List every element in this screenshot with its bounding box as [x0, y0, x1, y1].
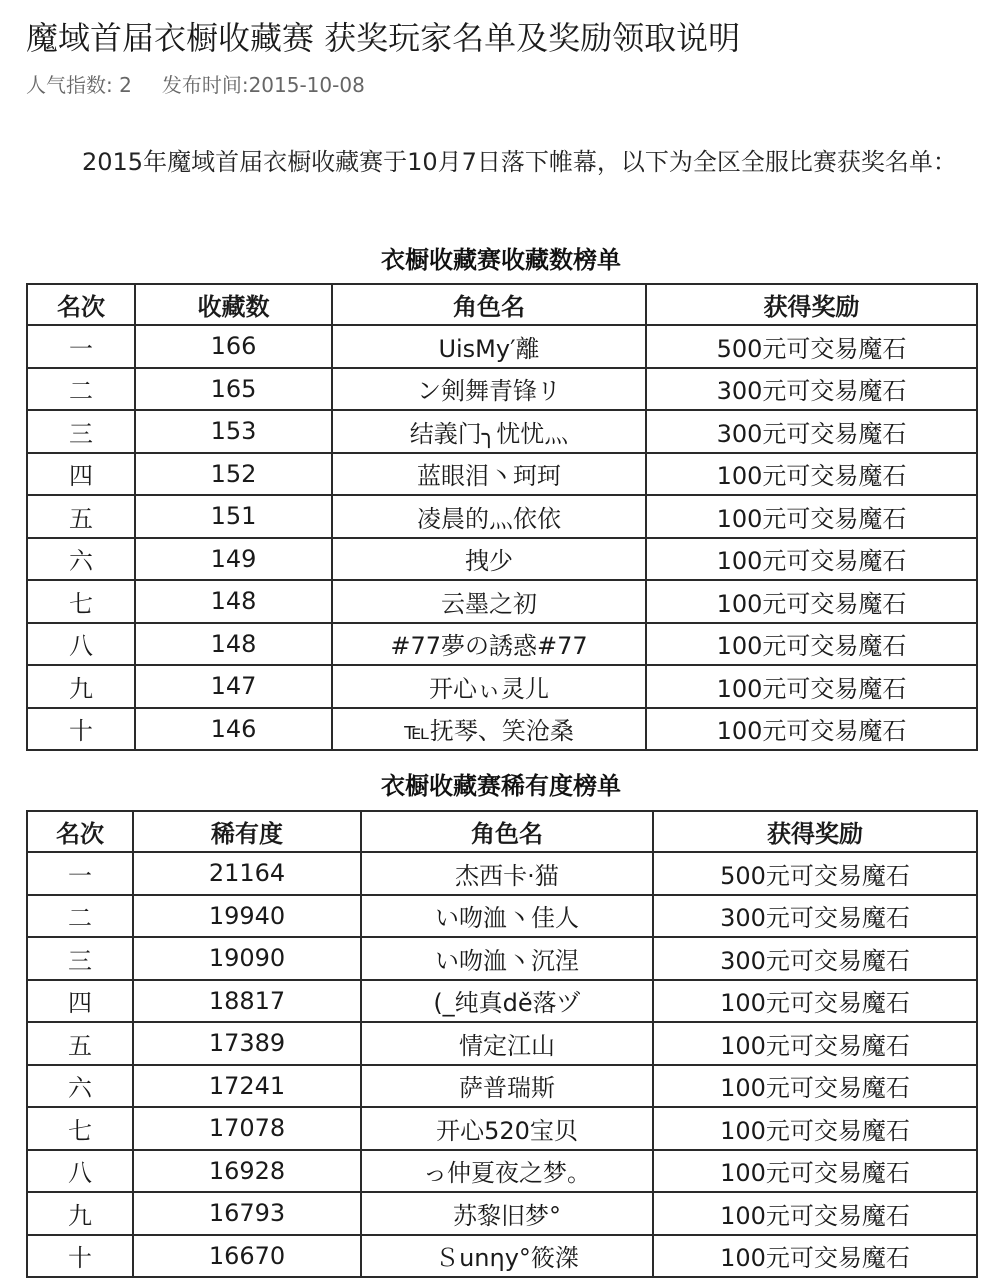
table-header-row [27, 811, 977, 852]
rank-cell: 四 [27, 453, 135, 496]
character-name-cell: 凌晨的灬依依 [332, 495, 646, 538]
rank-cell: 二 [27, 895, 133, 938]
rank-cell: 五 [27, 1022, 133, 1065]
column-header-reward: 获得奖励 [646, 284, 977, 325]
table-row [27, 495, 977, 538]
score-cell: 148 [135, 623, 332, 666]
rank-cell: 十 [27, 708, 135, 751]
score-cell: 21164 [133, 852, 361, 895]
table-row [27, 852, 977, 895]
reward-cell: 100元可交易魔石 [653, 1235, 977, 1278]
reward-cell: 500元可交易魔石 [646, 325, 977, 368]
score-cell: 166 [135, 325, 332, 368]
score-cell: 149 [135, 538, 332, 581]
column-header-reward: 获得奖励 [653, 811, 977, 852]
reward-cell: 100元可交易魔石 [653, 980, 977, 1023]
character-name-cell: (_纯真dě落ヅ [361, 980, 653, 1023]
table-row [27, 1235, 977, 1278]
table-row [27, 1022, 977, 1065]
score-cell: 19940 [133, 895, 361, 938]
character-name-cell: 云墨之初 [332, 580, 646, 623]
column-header-rarity: 稀有度 [133, 811, 361, 852]
reward-cell: 100元可交易魔石 [653, 1150, 977, 1193]
table-row [27, 708, 977, 751]
intro-paragraph: 2015年魔域首届衣橱收藏赛于10月7日落下帷幕，以下为全区全服比赛获奖名单： [82, 148, 957, 176]
score-cell: 16793 [133, 1192, 361, 1235]
table-row [27, 1192, 977, 1235]
table-row [27, 895, 977, 938]
table-row [27, 410, 977, 453]
table-row [27, 538, 977, 581]
reward-cell: 100元可交易魔石 [646, 708, 977, 751]
column-header-character-name: 角色名 [332, 284, 646, 325]
reward-cell: 300元可交易魔石 [646, 410, 977, 453]
column-header-rank: 名次 [27, 284, 135, 325]
rank-cell: 五 [27, 495, 135, 538]
character-name-cell: 情定江山 [361, 1022, 653, 1065]
rank-cell: 一 [27, 325, 135, 368]
character-name-cell: 萨普瑞斯 [361, 1065, 653, 1108]
rank-cell: 六 [27, 538, 135, 581]
table-row [27, 325, 977, 368]
character-name-cell: い吻洫丶佳人 [361, 895, 653, 938]
character-name-cell: 开心520宝贝 [361, 1107, 653, 1150]
score-cell: 146 [135, 708, 332, 751]
reward-cell: 100元可交易魔石 [646, 453, 977, 496]
reward-cell: 500元可交易魔石 [653, 852, 977, 895]
column-header-collection-count: 收藏数 [135, 284, 332, 325]
score-cell: 147 [135, 665, 332, 708]
table-caption-collection: 衣橱收藏赛收藏数榜单 [381, 246, 621, 274]
rank-cell: 三 [27, 937, 133, 980]
reward-cell: 100元可交易魔石 [646, 580, 977, 623]
table-row [27, 665, 977, 708]
table-row [27, 1150, 977, 1193]
table-row [27, 1107, 977, 1150]
rank-cell: 九 [27, 665, 135, 708]
character-name-cell: 蓝眼泪丶珂珂 [332, 453, 646, 496]
character-name-cell: 拽少 [332, 538, 646, 581]
table-row [27, 980, 977, 1023]
score-cell: 18817 [133, 980, 361, 1023]
table-row [27, 453, 977, 496]
collection-ranking-rows [27, 325, 977, 750]
reward-cell: 100元可交易魔石 [646, 665, 977, 708]
character-name-cell: 开心ぃ灵儿 [332, 665, 646, 708]
popularity-index: 人气指数: 2 [26, 73, 132, 97]
table-row [27, 1065, 977, 1108]
column-header-character-name: 角色名 [361, 811, 653, 852]
table-caption-rarity: 衣橱收藏赛稀有度榜单 [381, 772, 621, 800]
rank-cell: 七 [27, 1107, 133, 1150]
rank-cell: 八 [27, 1150, 133, 1193]
rank-cell: 十 [27, 1235, 133, 1278]
publish-time: 发布时间:2015-10-08 [161, 73, 365, 97]
rarity-ranking-table [26, 810, 978, 1278]
score-cell: 152 [135, 453, 332, 496]
rank-cell: 七 [27, 580, 135, 623]
score-cell: 165 [135, 368, 332, 411]
score-cell: 19090 [133, 937, 361, 980]
reward-cell: 100元可交易魔石 [653, 1192, 977, 1235]
rank-cell: 二 [27, 368, 135, 411]
reward-cell: 100元可交易魔石 [646, 495, 977, 538]
character-name-cell: 结義门╮忧忧灬 [332, 410, 646, 453]
character-name-cell: ℡抚琴、笑沧桑 [332, 708, 646, 751]
character-name-cell: ン剣舞青锋リ [332, 368, 646, 411]
reward-cell: 100元可交易魔石 [653, 1022, 977, 1065]
rank-cell: 八 [27, 623, 135, 666]
rarity-ranking-rows [27, 852, 977, 1277]
score-cell: 148 [135, 580, 332, 623]
character-name-cell: っ仲夏夜之梦。 [361, 1150, 653, 1193]
rank-cell: 四 [27, 980, 133, 1023]
score-cell: 17389 [133, 1022, 361, 1065]
table-row [27, 368, 977, 411]
reward-cell: 300元可交易魔石 [653, 895, 977, 938]
score-cell: 151 [135, 495, 332, 538]
character-name-cell: Ｓunηy°筱滐 [361, 1235, 653, 1278]
article-title: 魔域首届衣橱收藏赛 获奖玩家名单及奖励领取说明 [26, 19, 741, 57]
article-meta [26, 70, 365, 100]
score-cell: 16670 [133, 1235, 361, 1278]
reward-cell: 300元可交易魔石 [646, 368, 977, 411]
character-name-cell: 苏黎旧梦° [361, 1192, 653, 1235]
reward-cell: 100元可交易魔石 [646, 538, 977, 581]
column-header-rank: 名次 [27, 811, 133, 852]
reward-cell: 100元可交易魔石 [646, 623, 977, 666]
table-row [27, 937, 977, 980]
table-header-row [27, 284, 977, 325]
table-row [27, 623, 977, 666]
rank-cell: 六 [27, 1065, 133, 1108]
score-cell: 16928 [133, 1150, 361, 1193]
rank-cell: 九 [27, 1192, 133, 1235]
score-cell: 153 [135, 410, 332, 453]
score-cell: 17078 [133, 1107, 361, 1150]
collection-ranking-table [26, 283, 978, 751]
reward-cell: 100元可交易魔石 [653, 1107, 977, 1150]
character-name-cell: UisMy′離 [332, 325, 646, 368]
table-row [27, 580, 977, 623]
rank-cell: 三 [27, 410, 135, 453]
reward-cell: 100元可交易魔石 [653, 1065, 977, 1108]
reward-cell: 300元可交易魔石 [653, 937, 977, 980]
score-cell: 17241 [133, 1065, 361, 1108]
character-name-cell: #77夢の誘惑#77 [332, 623, 646, 666]
character-name-cell: い吻洫丶沉涅 [361, 937, 653, 980]
rank-cell: 一 [27, 852, 133, 895]
character-name-cell: 杰西卡·猫 [361, 852, 653, 895]
